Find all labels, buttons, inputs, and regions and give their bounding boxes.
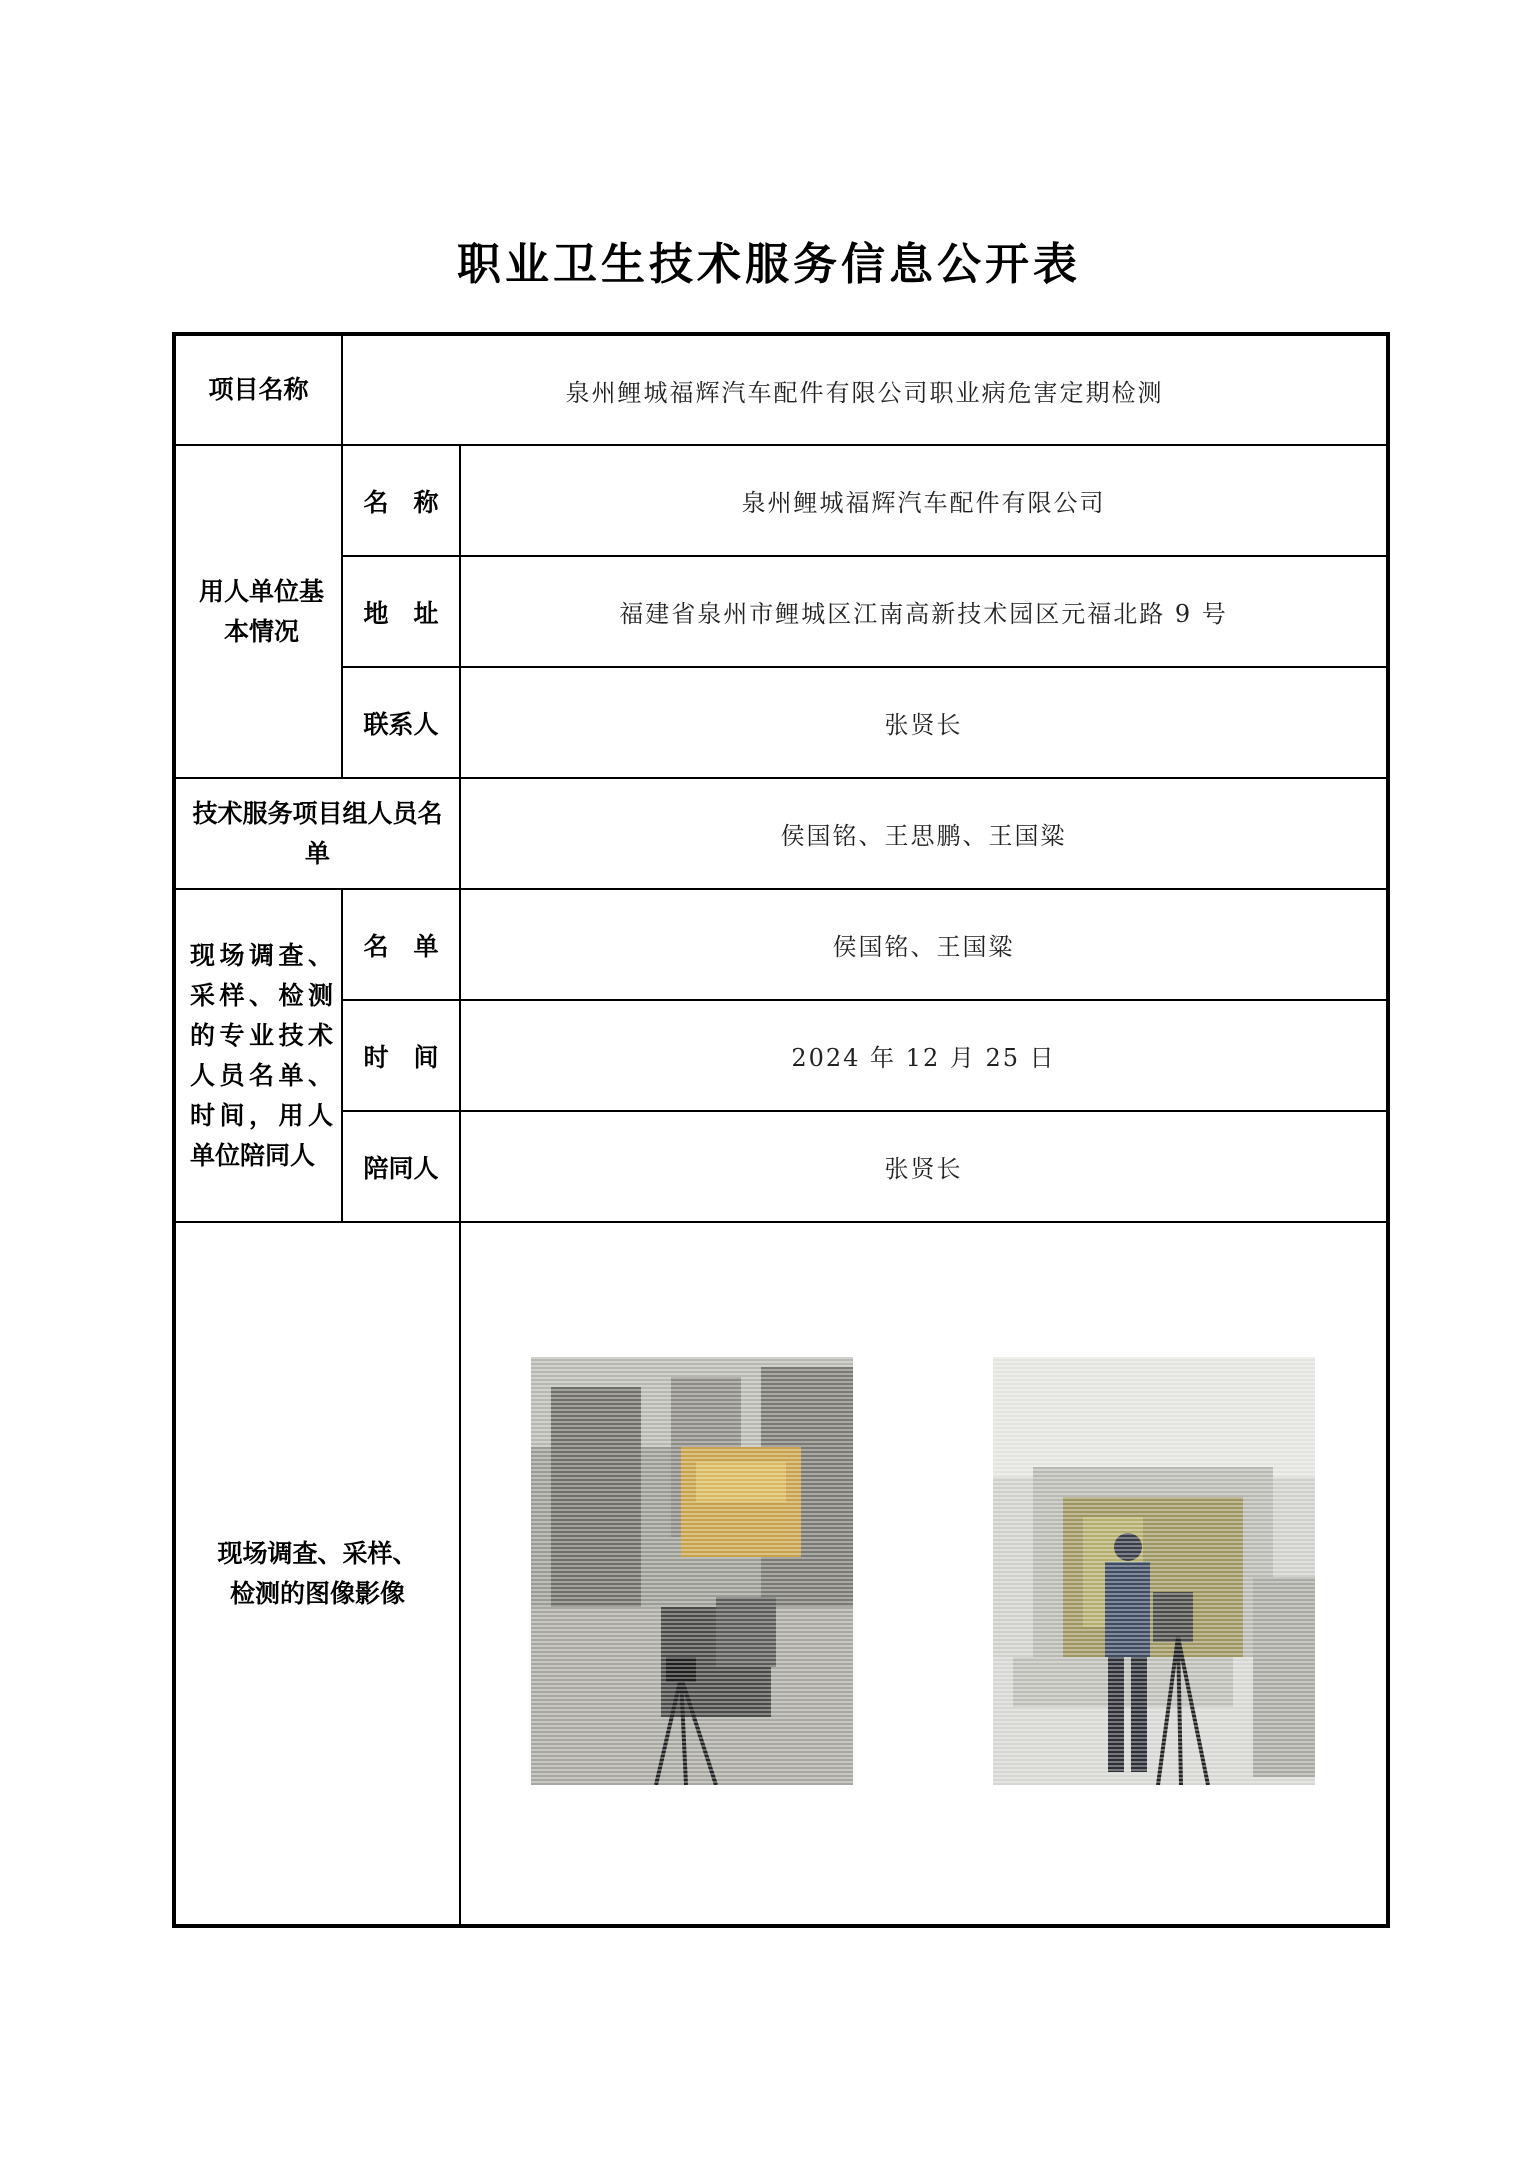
employer-contact-label: 联系人 — [342, 667, 460, 778]
employer-contact-row — [174, 667, 1388, 778]
field-escort-row — [174, 1111, 1388, 1222]
field-escort-value: 张贤长 — [460, 1111, 1388, 1222]
employer-address-row — [174, 556, 1388, 667]
field-escort-label: 陪同人 — [342, 1111, 460, 1222]
spray-booth-photo — [993, 1357, 1315, 1785]
page-title: 职业卫生技术服务信息公开表 — [457, 239, 1081, 290]
project-value: 泉州鲤城福辉汽车配件有限公司职业病危害定期检测 — [342, 334, 1388, 445]
employer-name-value: 泉州鲤城福辉汽车配件有限公司 — [460, 445, 1388, 556]
employer-address-value: 福建省泉州市鲤城区江南高新技术园区元福北路 9 号 — [460, 556, 1388, 667]
images-cell — [460, 1222, 1388, 1926]
team-value: 侯国铭、王思鹏、王国粱 — [460, 778, 1388, 889]
project-label: 项目名称 — [174, 334, 342, 445]
project-row — [174, 334, 1388, 445]
employer-contact-value: 张贤长 — [460, 667, 1388, 778]
team-row — [174, 778, 1388, 889]
images-label: 现场调查、采样、检测的图像影像 — [174, 1222, 460, 1926]
employer-name-label: 名 称 — [342, 445, 460, 556]
employer-address-label: 地 址 — [342, 556, 460, 667]
images-row — [174, 1222, 1388, 1926]
field-list-row — [174, 889, 1388, 1000]
field-time-label: 时 间 — [342, 1000, 460, 1111]
field-list-value: 侯国铭、王国粱 — [460, 889, 1388, 1000]
factory-workshop-photo — [531, 1357, 853, 1785]
field-time-row — [174, 1000, 1388, 1111]
info-table — [172, 332, 1390, 1928]
field-time-value: 2024 年 12 月 25 日 — [460, 1000, 1388, 1111]
employer-name-row — [174, 445, 1388, 556]
field-list-label: 名 单 — [342, 889, 460, 1000]
field-label: 现场调查、采样、检测的专业技术人员名单、时间，用人单位陪同人 — [174, 889, 342, 1222]
employer-label: 用人单位基本情况 — [174, 445, 342, 778]
team-label: 技术服务项目组人员名单 — [174, 778, 460, 889]
